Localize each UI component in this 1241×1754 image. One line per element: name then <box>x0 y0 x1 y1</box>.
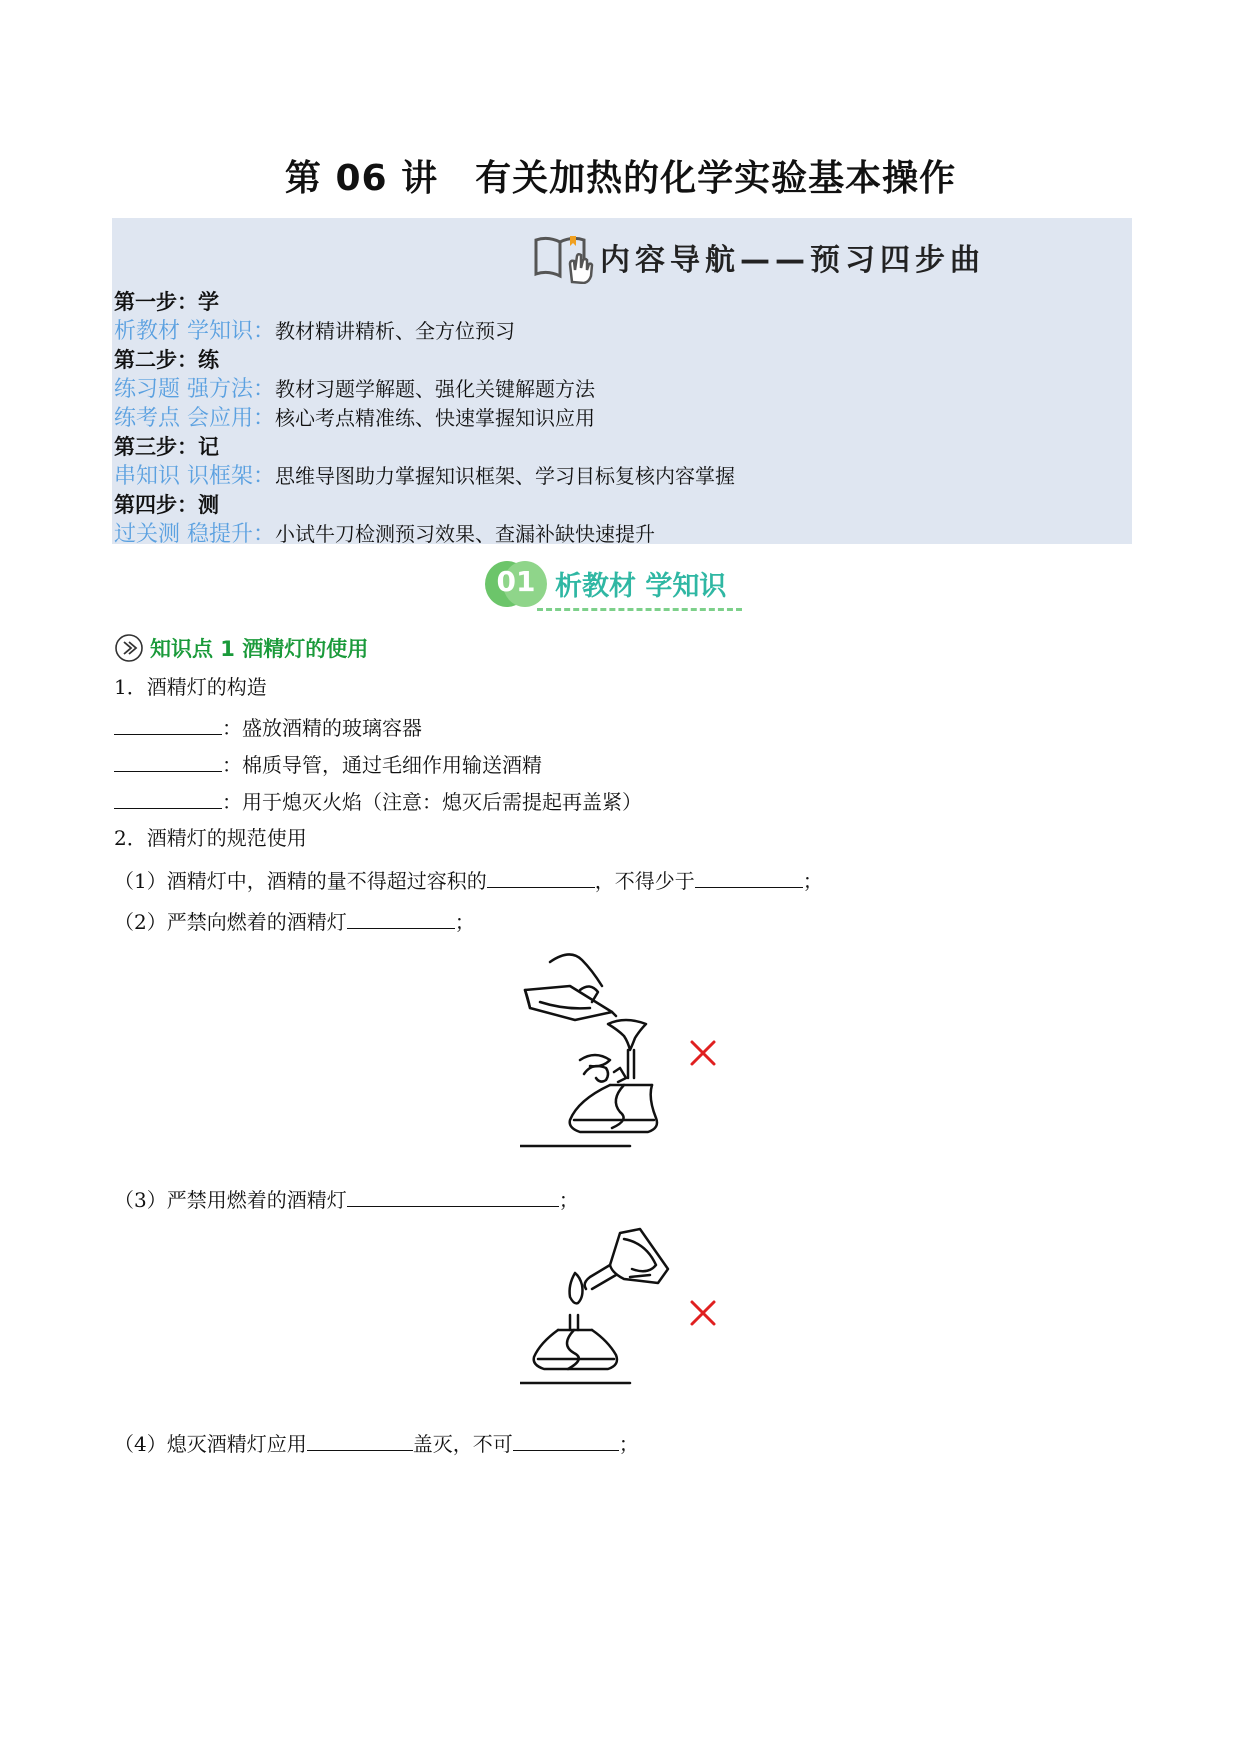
question-text: 盖灭，不可 <box>412 1432 513 1456</box>
structure-line-3 <box>114 786 642 816</box>
step-3-title <box>114 433 735 462</box>
step-1-title <box>114 288 735 317</box>
question-3 <box>114 1184 579 1214</box>
step-4-title <box>114 491 735 520</box>
step-desc: 小试牛刀检测预习效果、查漏补缺快速提升 <box>275 522 655 546</box>
question-4 <box>114 1428 639 1458</box>
step-desc: 思维导图助力掌握知识框架、学习目标复核内容掌握 <box>275 464 735 488</box>
step-label: 练考点 会应用： <box>114 406 275 431</box>
section-badge <box>485 558 765 618</box>
section-dash-divider <box>537 608 742 611</box>
structure-line-2 <box>114 749 542 779</box>
play-circle-icon <box>114 633 144 663</box>
step-label: 析教材 学知识： <box>114 319 275 344</box>
question-text: ； <box>618 1432 639 1456</box>
figure-lighting-lamp-with-lit-lamp <box>520 1225 680 1390</box>
heading-lamp-structure: 1．酒精灯的构造 <box>114 675 267 699</box>
question-text: ； <box>558 1188 579 1212</box>
section-name: 析教材 学知识 <box>555 571 727 602</box>
answer-blank[interactable] <box>307 1428 413 1451</box>
question-2 <box>114 906 475 936</box>
content-navigation-box <box>112 218 1132 547</box>
step-desc: 教材精讲精析、全方位预习 <box>275 319 515 343</box>
answer-blank[interactable] <box>114 749 222 772</box>
step-title: 第一步：学 <box>114 290 219 314</box>
step-label: 过关测 稳提升： <box>114 522 275 547</box>
question-text: ，不得少于 <box>594 869 695 893</box>
answer-blank[interactable] <box>114 786 222 809</box>
heading-lamp-usage: 2．酒精灯的规范使用 <box>114 826 307 850</box>
step-title: 第二步：练 <box>114 348 219 372</box>
question-text: ； <box>802 869 823 893</box>
step-title: 第四步：测 <box>114 493 219 517</box>
step-item <box>114 404 735 433</box>
step-item <box>114 375 735 404</box>
question-text: ； <box>454 910 475 934</box>
knowledge-point-heading <box>114 633 368 663</box>
structure-text: ：盛放酒精的玻璃容器 <box>222 716 422 740</box>
question-1 <box>114 865 823 895</box>
step-desc: 教材习题学解题、强化关键解题方法 <box>275 377 595 401</box>
answer-blank[interactable] <box>347 906 455 929</box>
question-text: （2）严禁向燃着的酒精灯 <box>114 910 347 934</box>
step-2-title <box>114 346 735 375</box>
page-title: 第 06 讲 有关加热的化学实验基本操作 <box>284 158 957 199</box>
nav-header <box>532 230 985 284</box>
step-item <box>114 462 735 491</box>
knowledge-point-title: 知识点 1 酒精灯的使用 <box>150 637 369 661</box>
structure-text: ：棉质导管，通过毛细作用输送酒精 <box>222 753 542 777</box>
question-text: （1）酒精灯中，酒精的量不得超过容积的 <box>114 869 487 893</box>
question-text: （3）严禁用燃着的酒精灯 <box>114 1188 347 1212</box>
section-number: 01 <box>496 565 536 598</box>
cross-mark-icon <box>688 1298 718 1328</box>
step-item <box>114 520 735 549</box>
question-text: （4）熄灭酒精灯应用 <box>114 1432 307 1456</box>
nav-header-text: 内容导航——预习四步曲 <box>600 243 985 278</box>
step-label: 串知识 识框架： <box>114 464 275 489</box>
structure-line-1 <box>114 712 422 742</box>
step-title: 第三步：记 <box>114 435 219 459</box>
answer-blank[interactable] <box>347 1184 559 1207</box>
answer-blank[interactable] <box>695 865 803 888</box>
cross-mark-icon <box>688 1038 718 1068</box>
answer-blank[interactable] <box>487 865 595 888</box>
structure-text: ：用于熄灭火焰（注意：熄灭后需提起再盖紧） <box>222 790 642 814</box>
answer-blank[interactable] <box>513 1428 619 1451</box>
figure-adding-alcohol-to-lit-lamp <box>520 950 685 1150</box>
step-list <box>114 288 735 549</box>
step-label: 练习题 强方法： <box>114 377 275 402</box>
book-hand-icon <box>532 230 594 284</box>
step-item <box>114 317 735 346</box>
step-desc: 核心考点精准练、快速掌握知识应用 <box>275 406 595 430</box>
answer-blank[interactable] <box>114 712 222 735</box>
